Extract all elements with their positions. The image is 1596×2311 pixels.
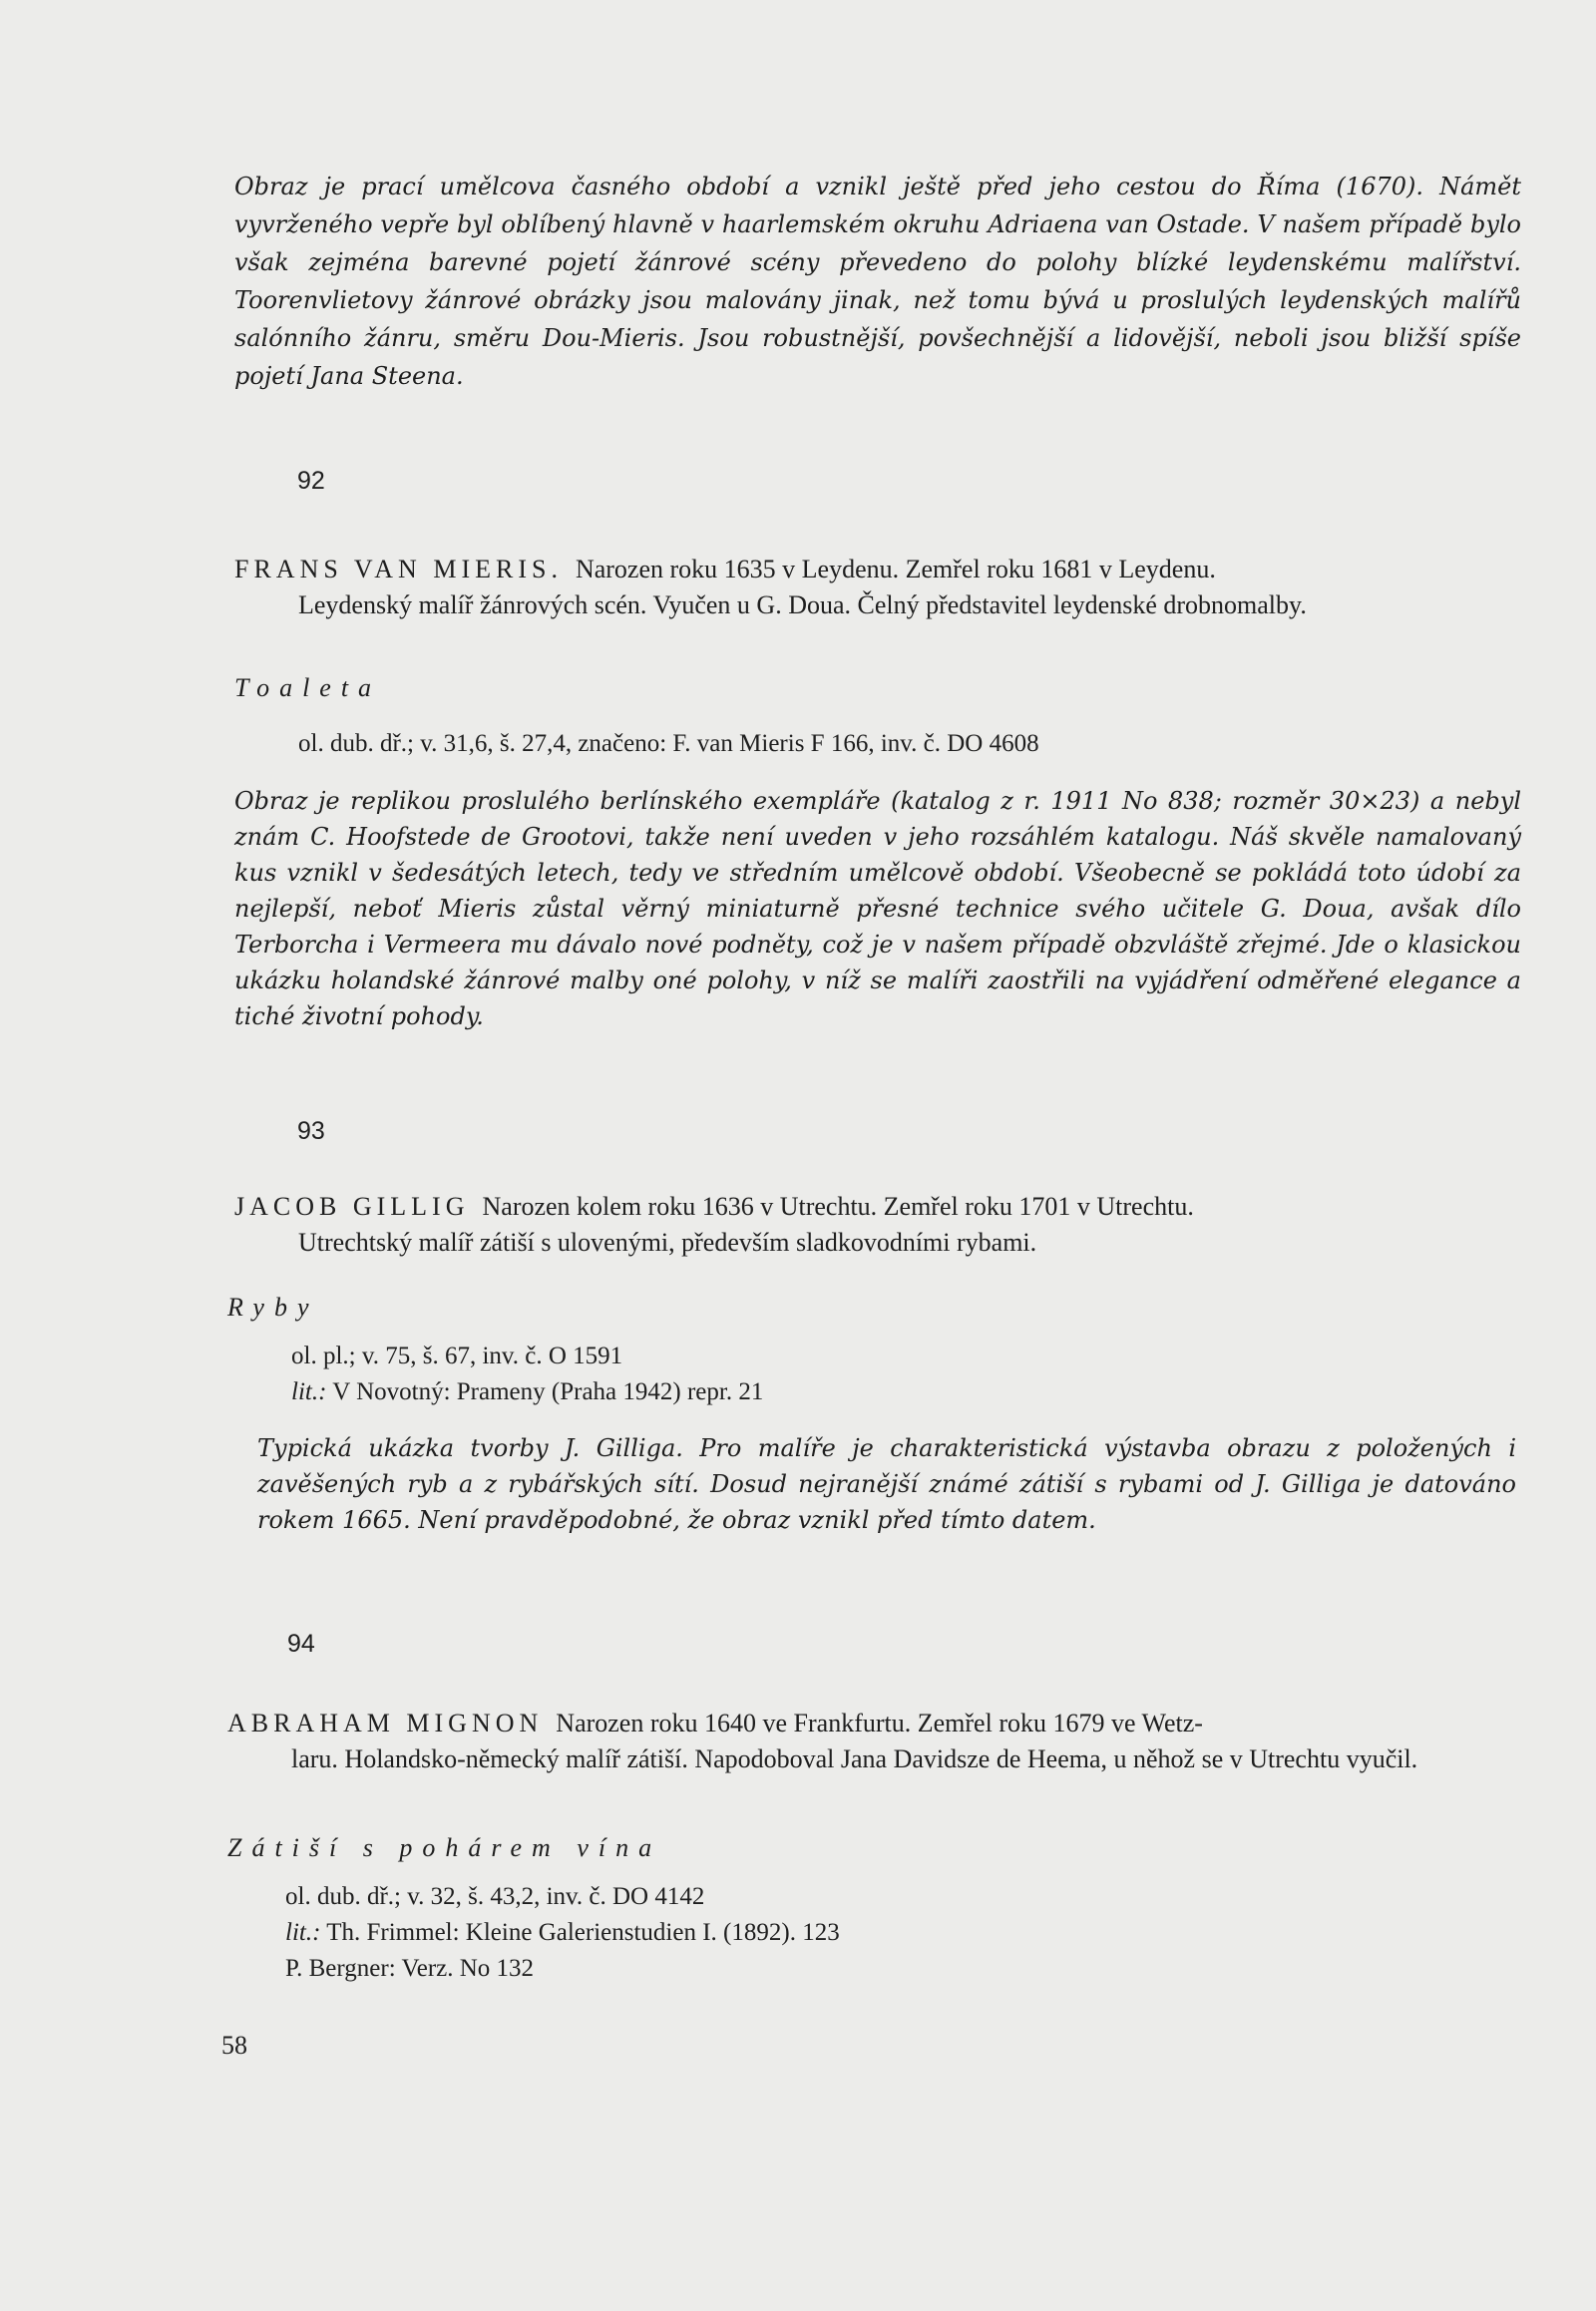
artwork-title: Ryby <box>227 1293 319 1322</box>
intro-paragraph: Obraz je prací umělcova časného období a vznikl ještě před jeho cestou do Říma (1670). Námět vyvrženého vepře byl oblíbený hlavně v haarlemském okruhu Adriaena van Ostade. V našem případě bylo však zejména barevné pojetí žánrové scény převedeno do polohy blízké leydenskému malířství. Toorenvlietovy žánrové obrázky jsou malovány jinak, než tomu bývá u proslulých leydenských malířů salónního žánru, směru Dou-Mieris. Jsou robustnější, povšechnější a lidovější, neboli jsou bližší spíše pojetí Jana Steena. <box>234 173 1521 390</box>
entry-number: 94 <box>287 1630 315 1658</box>
artist-name: JACOB GILLIG <box>234 1192 470 1221</box>
artist-name: ABRAHAM MIGNON <box>227 1709 544 1737</box>
literature-line <box>221 1915 1572 1951</box>
literature-line <box>227 1374 1578 1410</box>
artwork-title: Zátiší s pohárem vína <box>227 1833 662 1862</box>
artist-bio: Narozen kolem roku 1636 v Utrechtu. Zemřel roku 1701 v Utrechtu. <box>482 1192 1194 1221</box>
artist-bio: Narozen roku 1640 ve Frankfurtu. Zemřel roku 1679 ve Wetz- <box>556 1709 1203 1737</box>
literature-reference: Th. Frimmel: Kleine Galerienstudien I. (1892). 123 <box>326 1919 840 1946</box>
artist-entry <box>234 552 1521 623</box>
artist-bio: Narozen roku 1635 v Leydenu. Zemřel roku 1681 v Leydenu. <box>575 555 1216 583</box>
entry-number: 92 <box>297 467 325 495</box>
artwork-commentary: Obraz je replikou proslulého berlínského exempláře (katalog z r. 1911 No 838; rozměr 30×23) a nebyl znám C. Hoofstede de Grootovi, takže není uveden v jeho rozsáhlém katalogu. Náš skvěle namalovaný kus vznikl v šedesátých letech, tedy ve středním umělcově období. Všeobecně se pokládá toto údobí za nejlepší, neboť Mieris zůstal věrný miniaturně přesné technice svého učitele G. Doua, avšak dílo Terborcha i Vermeera mu dávalo nové podněty, což je v našem případě obzvláště zřejmé. Jde o klasickou ukázku holandské žánrové malby oné polohy, v níž se malíři zaostřili na vyjádření odměřené elegance a tiché životní pohody. <box>234 787 1521 1030</box>
artist-name: FRANS VAN MIERIS. <box>234 555 563 583</box>
artwork-details: ol. dub. dř.; v. 31,6, š. 27,4, značeno: F. van Mieris F 166, inv. č. DO 4608 <box>298 730 1039 757</box>
literature-reference-2: P. Bergner: Verz. No 132 <box>285 1955 535 1982</box>
artist-bio-continued: Utrechtský malíř zátiší s ulovenými, především sladkovodními rybami. <box>298 1228 1037 1257</box>
literature-reference: V Novotný: Prameny (Praha 1942) repr. 21 <box>332 1378 764 1405</box>
artist-bio-continued: Leydenský malíř žánrových scén. Vyučen u G. Doua. Čelný představitel leydenské drobnomalby. <box>298 590 1307 619</box>
artist-bio-continued: laru. Holandsko-německý malíř zátiší. Napodoboval Jana Davidsze de Heema, u něhož se v Utrechtu vyučil. <box>291 1744 1418 1773</box>
page-number: 58 <box>221 2031 247 2060</box>
artwork-commentary: Typická ukázka tvorby J. Gilliga. Pro malíře je charakteristická výstavba obrazu z položených i zavěšených ryb a z rybářských sítí. Dosud nejranější známé zátiší s rybami od J. Gilliga je datováno rokem 1665. Není pravděpodobné, že obraz vznikl před tímto datem. <box>257 1434 1516 1534</box>
literature-label: lit.: <box>291 1378 327 1405</box>
entry-number: 93 <box>297 1117 325 1145</box>
artist-entry <box>227 1706 1514 1777</box>
artist-entry <box>234 1189 1521 1261</box>
artwork-details: ol. pl.; v. 75, š. 67, inv. č. O 1591 <box>291 1343 623 1369</box>
artwork-title: Toaleta <box>234 673 382 702</box>
artwork-details: ol. dub. dř.; v. 32, š. 43,2, inv. č. DO 4142 <box>285 1883 705 1910</box>
literature-label: lit.: <box>285 1919 321 1946</box>
